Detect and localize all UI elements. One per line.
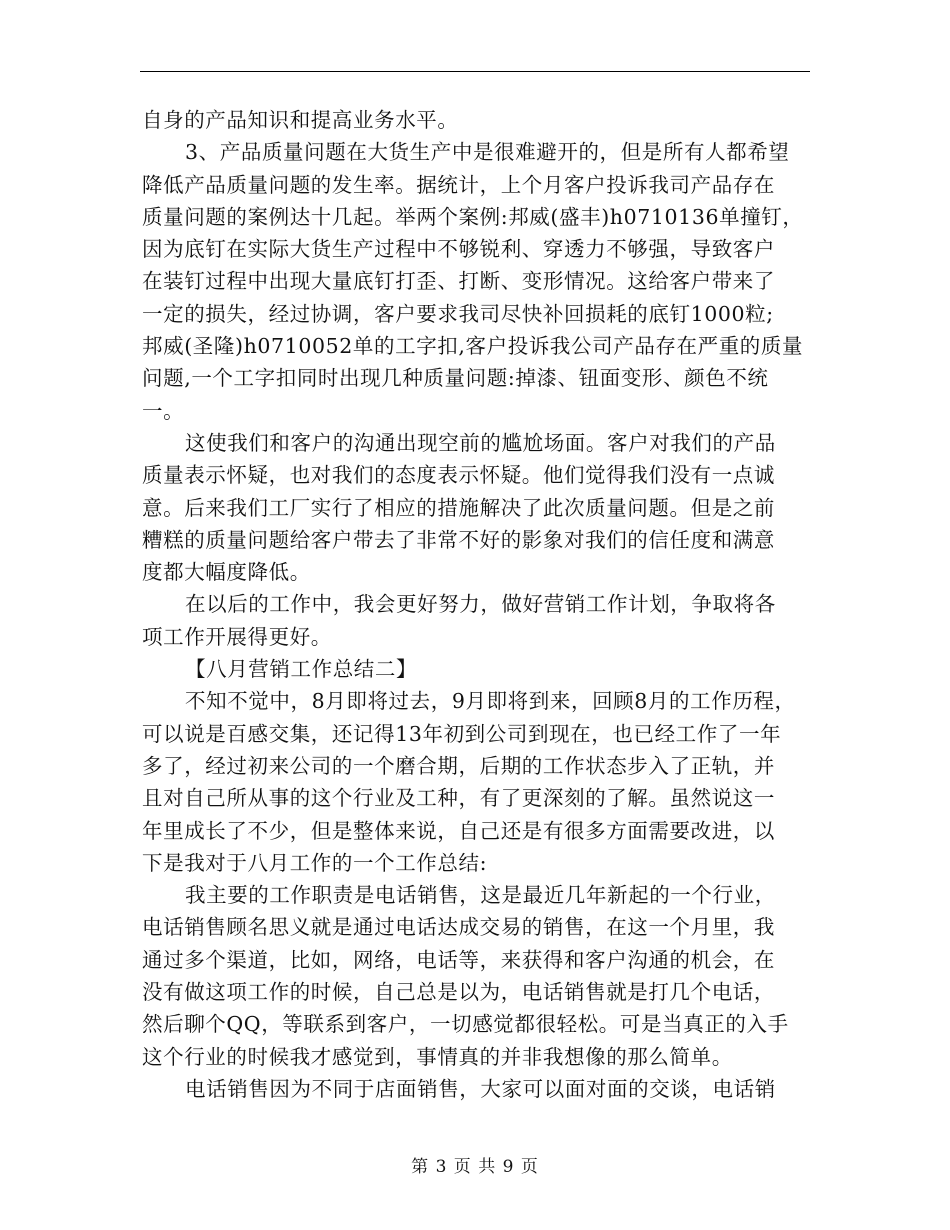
header-rule	[140, 71, 810, 72]
text-line: 且对自己所从事的这个行业及工种，有了更深刻的了解。虽然说这一	[142, 786, 775, 811]
text-line: 多了，经过初来公司的一个磨合期，后期的工作状态步入了正轨，并	[142, 753, 775, 778]
text-line: 然后聊个QQ，等联系到客户，一切感觉都很轻松。可是当真正的入手	[142, 1012, 789, 1037]
text-line: 我主要的工作职责是电话销售，这是最近几年新起的一个行业，	[185, 883, 776, 908]
text-line: 质量表示怀疑，也对我们的态度表示怀疑。他们觉得我们没有一点诚	[142, 463, 775, 488]
text-line: 项工作开展得更好。	[142, 624, 332, 649]
text-line: 年里成长了不少，但是整体来说，自己还是有很多方面需要改进，以	[142, 818, 775, 843]
text-line: 因为底钉在实际大货生产过程中不够锐利、穿透力不够强，导致客户	[142, 237, 775, 262]
text-line: 自身的产品知识和提高业务水平。	[142, 108, 459, 132]
text-line: 度都大幅度降低。	[142, 560, 311, 585]
text-line: 在装钉过程中出现大量底钉打歪、打断、变形情况。这给客户带来了	[142, 269, 775, 294]
text-line: 一。	[142, 398, 185, 423]
document-body	[142, 104, 814, 1105]
text-line: 可以说是百感交集，还记得13年初到公司到现在，也已经工作了一年	[142, 721, 782, 746]
text-line: 3、产品质量问题在大货生产中是很难避开的，但是所有人都希望	[185, 140, 790, 165]
text-line: 一定的损失，经过协调，客户要求我司尽快补回损耗的底钉1000粒;	[142, 301, 774, 326]
text-line: 这使我们和客户的沟通出现空前的尴尬场面。客户对我们的产品	[185, 430, 776, 455]
text-line: 下是我对于八月工作的一个工作总结:	[142, 850, 488, 875]
text-line: 这个行业的时候我才感觉到，事情真的并非我想像的那么简单。	[142, 1044, 733, 1069]
text-line: 电话销售因为不同于店面销售，大家可以面对面的交谈，电话销	[185, 1076, 776, 1101]
text-line: 意。后来我们工厂实行了相应的措施解决了此次质量问题。但是之前	[142, 495, 775, 520]
text-line: 糟糕的质量问题给客户带去了非常不好的影象对我们的信任度和满意	[142, 527, 775, 552]
text-line: 质量问题的案例达十几起。举两个案例:邦威(盛丰)h0710136单撞钉，	[142, 204, 804, 229]
text-line: 电话销售顾名思义就是通过电话达成交易的销售，在这一个月里，我	[142, 915, 775, 940]
page-number: 第 3 页 共 9 页	[411, 1157, 539, 1177]
text-line: 【八月营销工作总结二】	[185, 657, 418, 682]
text-line: 在以后的工作中，我会更好努力，做好营销工作计划，争取将各	[185, 592, 776, 617]
text-line: 没有做这项工作的时候，自己总是以为，电话销售就是打几个电话，	[142, 980, 775, 1005]
text-line: 邦威(圣隆)h0710052单的工字扣,客户投诉我公司产品存在严重的质量	[142, 334, 804, 359]
text-line: 不知不觉中，8月即将过去，9月即将到来，回顾8月的工作历程，	[185, 689, 796, 714]
text-line: 问题,一个工字扣同时出现几种质量问题:掉漆、钮面变形、颜色不统	[142, 366, 769, 391]
text-line: 通过多个渠道，比如，网络，电话等，来获得和客户沟通的机会，在	[142, 947, 775, 972]
text-line: 降低产品质量问题的发生率。据统计，上个月客户投诉我司产品存在	[142, 172, 775, 197]
